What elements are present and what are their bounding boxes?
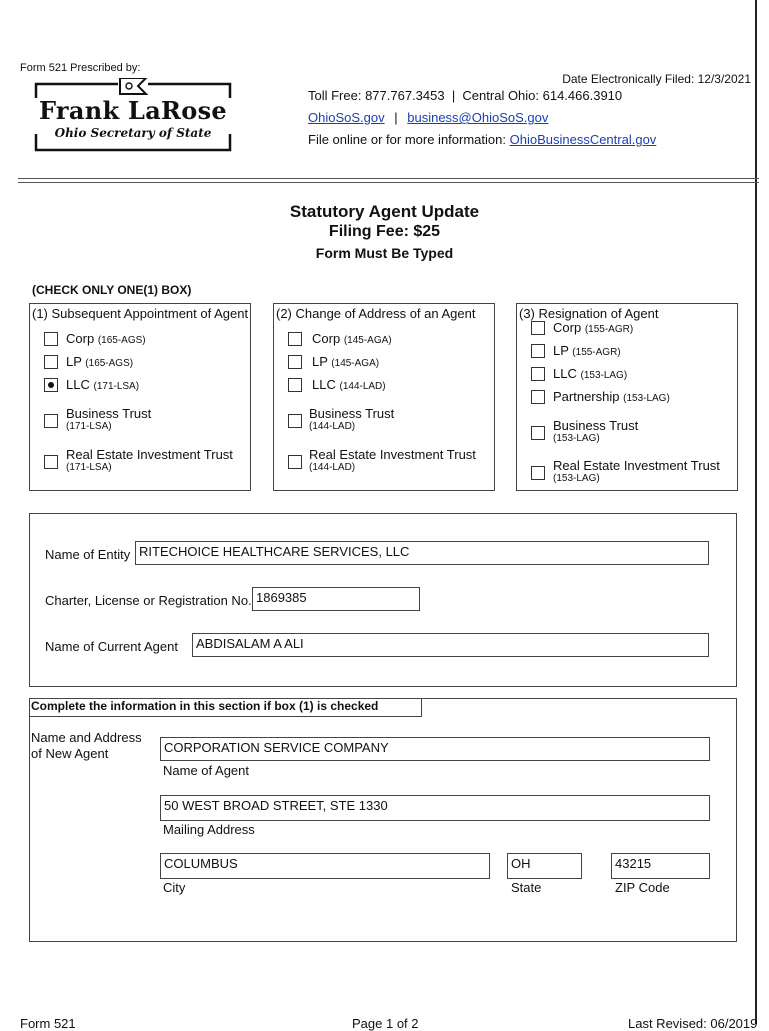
- zip-field[interactable]: 43215: [611, 853, 710, 879]
- entity-name-field[interactable]: RITECHOICE HEALTHCARE SERVICES, LLC: [135, 541, 709, 565]
- checkbox-business-trust[interactable]: [288, 414, 302, 428]
- option-label: Partnership: [553, 389, 620, 404]
- file-online-text: File online or for more information:: [308, 132, 506, 147]
- new-agent-name-field[interactable]: CORPORATION SERVICE COMPANY: [160, 737, 710, 761]
- charter-number-field[interactable]: 1869385: [252, 587, 420, 611]
- option-llc: [66, 377, 139, 392]
- page-edge: [755, 0, 757, 1024]
- option-reit: [553, 458, 720, 485]
- option-reit: [66, 447, 233, 474]
- option-label: Real Estate Investment Trust: [309, 447, 476, 462]
- checkbox-corp[interactable]: [44, 332, 58, 346]
- option-reit: [309, 447, 476, 474]
- option-label: LLC: [553, 366, 577, 381]
- header-rule-top: [18, 178, 759, 179]
- option-label: LP: [553, 343, 569, 358]
- entity-name-label: Name of Entity: [45, 547, 131, 562]
- box-heading: (2) Change of Address of an Agent: [276, 306, 476, 321]
- option-code: (145-AGA): [343, 335, 392, 346]
- check-only-one: (CHECK ONLY ONE(1) BOX): [32, 283, 192, 297]
- checkbox-business-trust[interactable]: [531, 426, 545, 440]
- option-code: (144-LAD): [309, 421, 356, 432]
- city-caption: City: [163, 880, 186, 895]
- option-code: (153-LAG): [553, 433, 600, 444]
- filing-fee: Filing Fee: $25: [328, 223, 441, 240]
- checkbox-corp[interactable]: [288, 332, 302, 346]
- checkbox-llc[interactable]: [531, 367, 545, 381]
- header-rule-bottom: [18, 182, 759, 183]
- option-label: LP: [66, 354, 82, 369]
- option-label: Corp: [312, 331, 341, 346]
- name-address-label-2: of New Agent: [31, 746, 109, 761]
- current-agent-field[interactable]: ABDISALAM A ALI: [192, 633, 709, 657]
- mailing-address-field[interactable]: 50 WEST BROAD STREET, STE 1330: [160, 795, 710, 821]
- footer-revised: Last Revised: 06/2019: [628, 1016, 758, 1031]
- option-business-trust: [309, 406, 394, 433]
- business-central-link[interactable]: OhioBusinessCentral.gov: [509, 132, 657, 147]
- box-heading: (1) Subsequent Appointment of Agent: [32, 306, 249, 321]
- checkbox-reit[interactable]: [44, 455, 58, 469]
- checkbox-lp[interactable]: [531, 344, 545, 358]
- zip-caption: ZIP Code: [615, 880, 670, 895]
- option-code: (171-LSA): [66, 421, 112, 432]
- footer-page: Page 1 of 2: [352, 1016, 419, 1031]
- option-lp: [312, 354, 379, 369]
- state-caption: State: [511, 880, 542, 895]
- section-heading: Complete the information in this section if box (1) is checked: [29, 698, 422, 717]
- option-llc: [553, 366, 627, 381]
- form-title: Statutory Agent Update: [289, 202, 480, 221]
- contact-links: [308, 110, 548, 125]
- option-code: (153-LAG): [580, 370, 628, 381]
- sos-logo: [34, 78, 232, 152]
- option-code: (155-AGR): [584, 324, 634, 335]
- option-label: LLC: [312, 377, 336, 392]
- contact-phones: Toll Free: 877.767.3453 | Central Ohio: 614.466.3910: [308, 88, 623, 103]
- option-label: LLC: [66, 377, 90, 392]
- link-separator: |: [394, 110, 398, 125]
- checkbox-lp[interactable]: [288, 355, 302, 369]
- date-filed: Date Electronically Filed: 12/3/2021: [562, 72, 751, 86]
- checkbox-partnership[interactable]: [531, 390, 545, 404]
- mailing-address-caption: Mailing Address: [163, 822, 255, 837]
- option-label: Business Trust: [553, 418, 639, 433]
- city-field[interactable]: COLUMBUS: [160, 853, 490, 879]
- option-label: Real Estate Investment Trust: [553, 458, 720, 473]
- checkbox-lp[interactable]: [44, 355, 58, 369]
- option-label: Business Trust: [309, 406, 395, 421]
- checkbox-business-trust[interactable]: [44, 414, 58, 428]
- charter-label: Charter, License or Registration No.: [45, 593, 252, 608]
- box-subsequent-appointment: [29, 303, 251, 491]
- option-label: LP: [312, 354, 328, 369]
- option-corp: [553, 320, 633, 335]
- option-code: (144-LAD): [309, 462, 356, 473]
- option-partnership: [553, 389, 670, 404]
- checkbox-reit[interactable]: [288, 455, 302, 469]
- prescribed-by: Form 521 Prescribed by:: [20, 62, 141, 74]
- typed-notice: Form Must Be Typed: [315, 245, 454, 261]
- option-label: Corp: [553, 320, 582, 335]
- logo-name: Frank LaRose: [38, 96, 227, 125]
- option-label: Business Trust: [66, 406, 152, 421]
- name-address-label-1: Name and Address: [31, 730, 142, 745]
- checkbox-llc-checked[interactable]: [44, 378, 58, 392]
- option-code: (145-AGA): [331, 358, 380, 369]
- option-corp: [312, 331, 392, 346]
- logo-subtitle: Ohio Secretary of State: [54, 126, 212, 140]
- agent-name-caption: Name of Agent: [163, 763, 249, 778]
- option-code: (155-AGR): [572, 347, 621, 358]
- option-label: Real Estate Investment Trust: [66, 447, 233, 462]
- option-lp: [66, 354, 133, 369]
- checkbox-llc[interactable]: [288, 378, 302, 392]
- footer-form: Form 521: [20, 1016, 76, 1031]
- option-code: (165-AGS): [85, 358, 134, 369]
- option-label: Corp: [66, 331, 95, 346]
- box-heading: (3) Resignation of Agent: [519, 306, 659, 321]
- checkbox-reit[interactable]: [531, 466, 545, 480]
- option-lp: [553, 343, 621, 358]
- option-code: (171-LSA): [93, 381, 140, 392]
- email-link[interactable]: business@OhioSoS.gov: [407, 110, 549, 125]
- option-business-trust: [66, 406, 151, 433]
- box-change-of-address: [273, 303, 495, 491]
- option-code: (165-AGS): [97, 335, 146, 346]
- option-code: (153-LAG): [623, 393, 670, 404]
- checkbox-corp[interactable]: [531, 321, 545, 335]
- website-link[interactable]: OhioSoS.gov: [308, 110, 385, 125]
- option-code: (153-LAG): [553, 473, 600, 484]
- box-resignation: [516, 303, 738, 491]
- option-llc: [312, 377, 386, 392]
- state-field[interactable]: OH: [507, 853, 582, 879]
- option-code: (144-LAD): [339, 381, 386, 392]
- current-agent-label: Name of Current Agent: [45, 639, 178, 654]
- option-code: (171-LSA): [66, 462, 112, 473]
- option-corp: [66, 331, 146, 346]
- option-business-trust: [553, 418, 638, 445]
- file-online: [308, 132, 656, 147]
